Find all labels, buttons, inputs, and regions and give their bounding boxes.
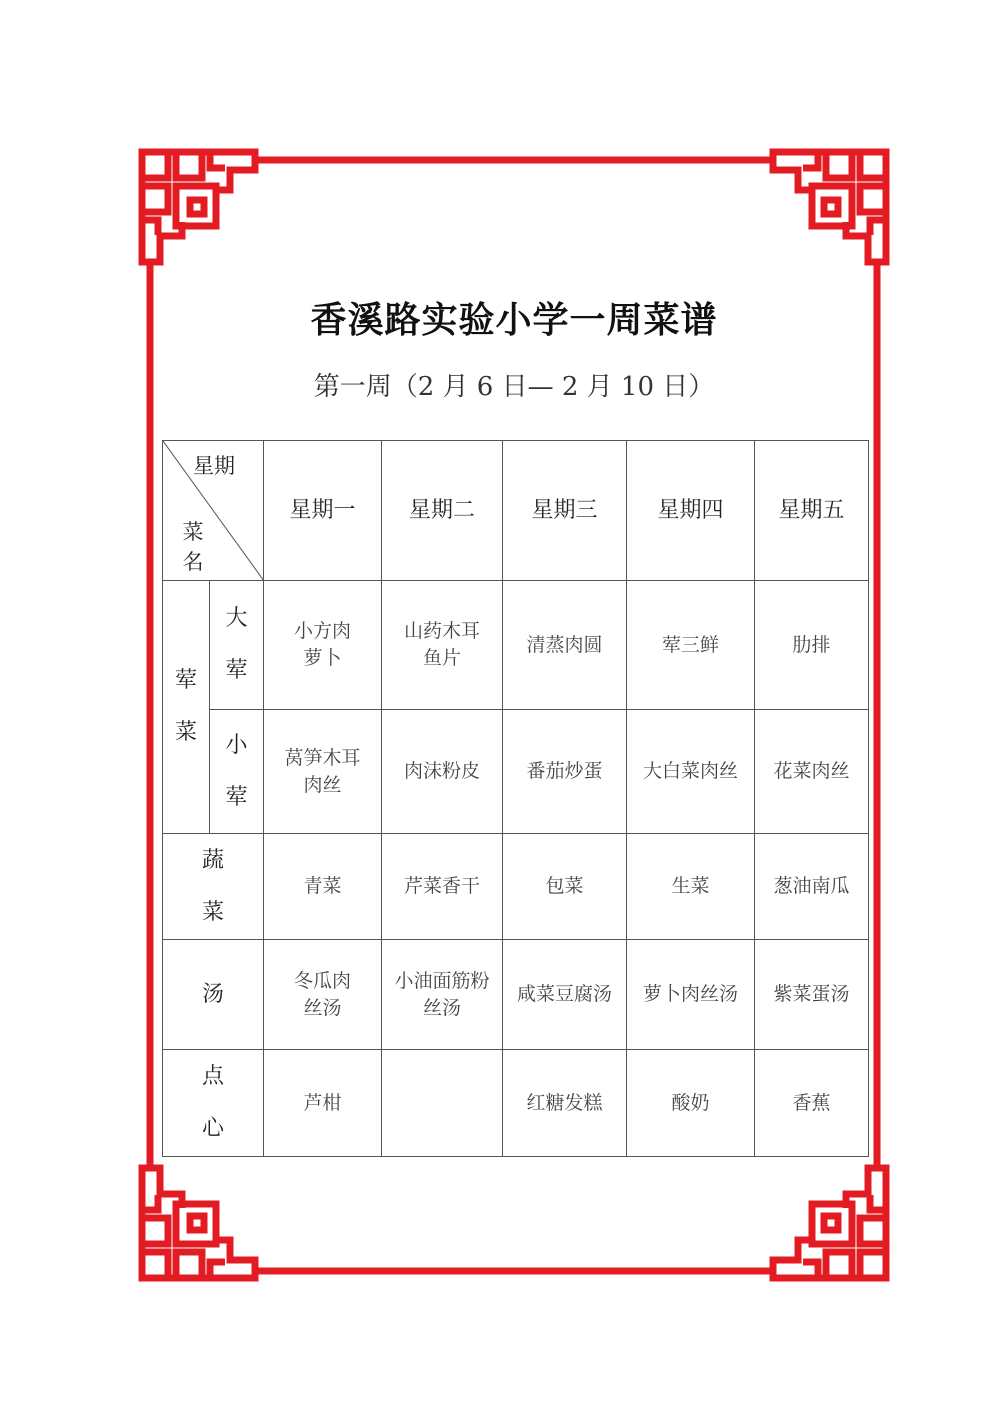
big-meat-row (163, 581, 869, 710)
dish-cell: 小油面筋粉丝汤 (382, 940, 503, 1050)
dish-cell: 萝卜肉丝汤 (627, 940, 755, 1050)
soup-row (163, 940, 869, 1050)
vegetable-label: 蔬菜 (163, 834, 264, 940)
dish-cell: 肉沫粉皮 (382, 710, 503, 834)
dish-cell: 紫菜蛋汤 (755, 940, 869, 1050)
dish-cell: 香蕉 (755, 1050, 869, 1157)
dish-cell: 莴笋木耳肉丝 (264, 710, 382, 834)
dish-cell: 葱油南瓜 (755, 834, 869, 940)
small-meat-label: 小荤 (210, 710, 264, 834)
meat-category-label: 荤菜 (163, 581, 210, 834)
day-header-thu: 星期四 (627, 441, 755, 581)
header-row (163, 441, 869, 581)
dish-cell: 包菜 (503, 834, 627, 940)
dish-cell: 山药木耳鱼片 (382, 581, 503, 710)
menu-table (162, 440, 869, 1157)
day-header-mon: 星期一 (264, 441, 382, 581)
dish-cell: 小方肉萝卜 (264, 581, 382, 710)
day-header-fri: 星期五 (755, 441, 869, 581)
dish-cell: 番茄炒蛋 (503, 710, 627, 834)
dish-cell: 酸奶 (627, 1050, 755, 1157)
small-meat-row (163, 710, 869, 834)
day-header-wed: 星期三 (503, 441, 627, 581)
snack-label: 点心 (163, 1050, 264, 1157)
dish-cell: 荤三鲜 (627, 581, 755, 710)
corner-label-weekday: 星期 (193, 454, 235, 478)
dish-cell: 花菜肉丝 (755, 710, 869, 834)
dish-cell: 冬瓜肉丝汤 (264, 940, 382, 1050)
dish-cell: 红糖发糕 (503, 1050, 627, 1157)
dish-cell: 清蒸肉圆 (503, 581, 627, 710)
corner-label-dish: 菜名 (182, 520, 204, 574)
dish-cell (382, 1050, 503, 1157)
corner-header-cell (163, 441, 264, 581)
big-meat-label: 大荤 (210, 581, 264, 710)
dish-cell: 青菜 (264, 834, 382, 940)
dish-cell: 咸菜豆腐汤 (503, 940, 627, 1050)
page-title: 香溪路实验小学一周菜谱 (310, 300, 718, 341)
soup-label: 汤 (163, 940, 264, 1050)
dish-cell: 芦柑 (264, 1050, 382, 1157)
day-header-tue: 星期二 (382, 441, 503, 581)
week-subtitle: 第一周（2 月 6 日— 2 月 10 日） (313, 372, 715, 402)
dish-cell: 肋排 (755, 581, 869, 710)
dish-cell: 生菜 (627, 834, 755, 940)
snack-row (163, 1050, 869, 1157)
dish-cell: 芹菜香干 (382, 834, 503, 940)
vegetable-row (163, 834, 869, 940)
dish-cell: 大白菜肉丝 (627, 710, 755, 834)
